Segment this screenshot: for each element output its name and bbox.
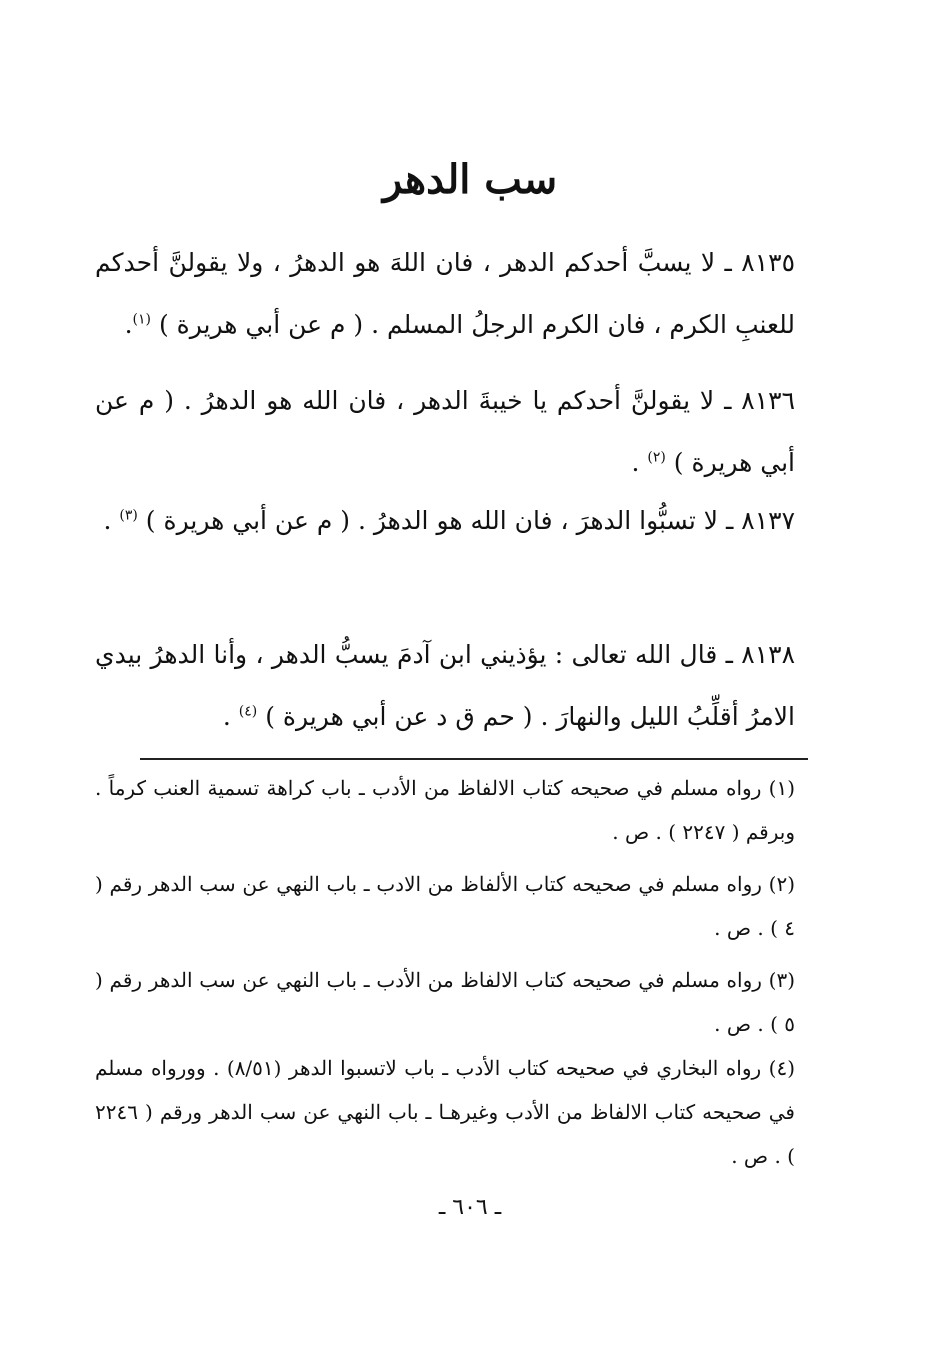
- hadith-text: ٨١٣٦ ـ لا يقولنَّ أحدكم يا خيبةَ الدهر ، فان الله هو الدهرُ . ( م عن أبي هريرة ): [95, 386, 795, 477]
- footnote-divider: [140, 758, 808, 760]
- footnote-2: (٢) رواه مسلم في صحيحه كتاب الألفاظ من الادب ـ باب النهي عن سب الدهر رقم ( ٤ ) . ص .: [95, 872, 795, 940]
- hadith-end: .: [222, 702, 231, 731]
- hadith-end: .: [103, 506, 112, 535]
- hadith-8135: [95, 232, 795, 356]
- footnote-3: (٣) رواه مسلم في صحيحه كتاب الالفاظ من الأدب ـ باب النهي عن سب الدهر رقم ( ٥ ) . ص .: [95, 968, 795, 1036]
- hadith-8137: [95, 490, 795, 552]
- footnote-1: (١) رواه مسلم في صحيحه كتاب الالفاظ من الأدب ـ باب كراهة تسمية العنب كرماً . وبرقم ( ٢٢٤٧ ) . ص .: [95, 776, 795, 844]
- hadith-text: ٨١٣٨ ـ قال الله تعالى : يؤذيني ابن آدمَ يسبُّ الدهر ، وأنا الدهرُ بيدي الامرُ أقلِّبُ الليل والنهارَ . ( حم ق د عن أبي هريرة ): [95, 640, 795, 731]
- footnote-ref: (٢): [647, 449, 666, 466]
- footnote-4: (٤) رواه البخاري في صحيحه كتاب الأدب ـ باب لاتسبوا الدهر (٨/٥١) . وورواه مسلم في صحيحه كتاب الالفاظ من الأدب وغيرهـا ـ باب النهي عن سب الدهر ورقم ( ٢٢٤٦ ) . ص .: [95, 1056, 795, 1168]
- hadith-8136: [95, 370, 795, 494]
- hadith-end: .: [124, 310, 133, 339]
- footnote-ref: (٣): [119, 507, 138, 524]
- chapter-title: سب الدهر: [382, 156, 558, 203]
- page-number: ـ ٦٠٦ ـ: [438, 1195, 502, 1220]
- footnote-ref: (١): [132, 311, 151, 328]
- hadith-text: ٨١٣٥ ـ لا يسبَّ أحدكم الدهر ، فان اللهَ هو الدهرُ ، ولا يقولنَّ أحدكم للعنبِ الكرم ، فان الكرم الرجلُ المسلم . ( م عن أبي هريرة ): [95, 248, 795, 339]
- hadith-text: ٨١٣٧ ـ لا تسبُّوا الدهرَ ، فان الله هو الدهرُ . ( م عن أبي هريرة ): [145, 506, 795, 535]
- footnote-ref: (٤): [238, 703, 258, 720]
- hadith-8138: [95, 624, 795, 748]
- hadith-end: .: [631, 448, 640, 477]
